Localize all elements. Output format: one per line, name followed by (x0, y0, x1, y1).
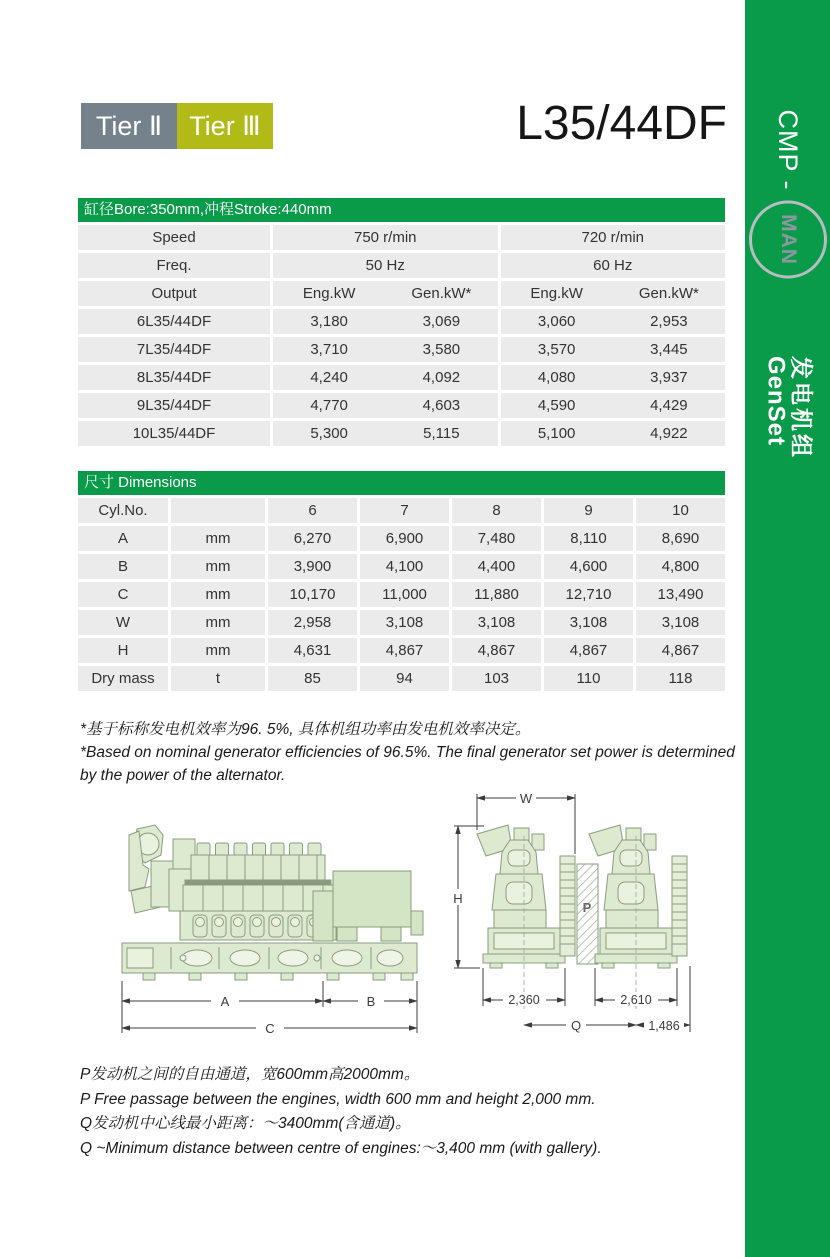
table-row (78, 393, 725, 418)
table-cell: 3,900 (268, 554, 357, 579)
table-cell: 5,300 (310, 425, 348, 442)
genset-label-zh: 发电机组 (787, 356, 814, 460)
table-cell: 3,108 (544, 610, 633, 635)
table-cell: Eng.kW (530, 285, 583, 302)
table-cell (501, 393, 726, 418)
table-cell: C (78, 582, 168, 607)
genset-group (762, 356, 813, 460)
table-row (78, 554, 725, 579)
table-cell: 11,880 (452, 582, 541, 607)
table-cell: 3,937 (650, 369, 688, 386)
table-cell: 8 (452, 498, 541, 523)
table-cell (273, 309, 498, 334)
passage-notes (80, 1063, 750, 1161)
generator-efficiency-footnote (80, 718, 736, 787)
man-logo-text: MAN (776, 214, 800, 265)
table-cell: B (78, 554, 168, 579)
dim-q-label: Q (570, 1018, 582, 1033)
table-cell: 720 r/min (501, 225, 726, 250)
table-cell: 11,000 (360, 582, 449, 607)
table-cell: 6 (268, 498, 357, 523)
table-cell: 10L35/44DF (78, 421, 270, 446)
table-cell: 5,115 (423, 425, 460, 442)
table-cell: 50 Hz (273, 253, 498, 278)
table-row (78, 610, 725, 635)
table-cell: 4,240 (310, 369, 348, 386)
output-table-header: 缸径Bore:350mm,冲程Stroke:440mm (78, 198, 725, 222)
table-cell: 3,570 (537, 341, 576, 358)
table-cell: 3,108 (636, 610, 725, 635)
table-cell: 3,060 (537, 313, 576, 330)
table-cell: 5,100 (537, 425, 576, 442)
table-cell: 118 (636, 666, 725, 691)
table-cell: 4,600 (544, 554, 633, 579)
table-cell: Gen.kW* (638, 285, 699, 302)
sidebar (745, 0, 830, 1257)
page-title: L35/44DF (516, 97, 727, 150)
output-table (78, 198, 725, 446)
table-row (78, 421, 725, 446)
brand-text: CMP - (773, 109, 803, 191)
table-cell: 6L35/44DF (78, 309, 270, 334)
table-cell: 4,429 (650, 397, 688, 414)
dim-w-label: W (519, 791, 533, 806)
table-cell: 4,867 (360, 638, 449, 663)
table-cell: 110 (544, 666, 633, 691)
table-cell: 7 (360, 498, 449, 523)
table-cell: Cyl.No. (78, 498, 168, 523)
note-p-en: P Free passage between the engines, width 600 mm and height 2,000 mm. (80, 1090, 596, 1108)
table-row (78, 365, 725, 390)
table-cell: 94 (360, 666, 449, 691)
table-cell: 3,180 (310, 313, 348, 330)
dim-2360-label: 2,360 (508, 993, 540, 1007)
table-cell (273, 365, 498, 390)
dimensions-table-header: 尺寸 Dimensions (78, 471, 725, 495)
dimensions-table (78, 471, 725, 691)
table-cell: 3,108 (452, 610, 541, 635)
table-cell: 4,100 (360, 554, 449, 579)
table-cell: 10 (636, 498, 725, 523)
table-cell: 10,170 (268, 582, 357, 607)
table-cell: Dry mass (78, 666, 168, 691)
brand-group (749, 109, 827, 278)
table-cell (501, 281, 726, 306)
dim-h-label: H (453, 891, 463, 906)
table-cell: 103 (452, 666, 541, 691)
output-table-body (78, 225, 725, 446)
table-cell: mm (171, 610, 265, 635)
table-cell: 4,590 (537, 397, 576, 414)
man-logo (749, 201, 827, 279)
table-cell: Gen.kW* (411, 285, 472, 302)
table-cell: 4,867 (452, 638, 541, 663)
table-cell: mm (171, 526, 265, 551)
table-cell: 4,631 (268, 638, 357, 663)
table-cell: 2,953 (650, 313, 688, 330)
table-cell (501, 365, 726, 390)
table-cell (273, 337, 498, 362)
table-cell: W (78, 610, 168, 635)
table-cell: Eng.kW (302, 285, 356, 302)
tier-badges (81, 103, 273, 149)
table-row (78, 638, 725, 663)
table-cell: mm (171, 554, 265, 579)
dim-c-label: C (265, 1021, 275, 1036)
table-cell: 4,400 (452, 554, 541, 579)
table-cell: Output (78, 281, 270, 306)
table-cell: 9L35/44DF (78, 393, 270, 418)
footnote-en: *Based on nominal generator efficiencies of 96.5%. The final generator set power is determined by the power of the alternator. (80, 744, 735, 784)
table-row (78, 582, 725, 607)
table-cell (273, 281, 498, 306)
passage-p-label: P (582, 900, 592, 915)
note-p-zh: P发动机之间的自由通道，宽600mm高2000mm。 (80, 1066, 420, 1083)
table-cell: 3,445 (650, 341, 688, 358)
table-cell: Speed (78, 225, 270, 250)
note-q-en: Q ~Minimum distance between centre of engines:～3,400 mm (with gallery). (80, 1139, 602, 1157)
footnote-zh: *基于标称发电机效率为96. 5%, 具体机组功率由发电机效率决定。 (80, 721, 531, 738)
table-cell: 2,958 (268, 610, 357, 635)
table-cell: 8L35/44DF (78, 365, 270, 390)
table-cell: t (171, 666, 265, 691)
table-cell: 3,069 (422, 313, 461, 330)
table-row (78, 253, 725, 278)
table-cell: 4,867 (636, 638, 725, 663)
table-row (78, 225, 725, 250)
dimensions-table-body (78, 498, 725, 691)
table-cell: 4,603 (422, 397, 461, 414)
table-cell: 4,770 (310, 397, 348, 414)
dim-a-label: A (220, 994, 230, 1009)
engine-side-view-drawing (85, 795, 450, 1050)
table-cell: 3,108 (360, 610, 449, 635)
table-cell: 3,710 (310, 341, 348, 358)
table-cell (171, 498, 265, 523)
table-cell: H (78, 638, 168, 663)
table-cell (273, 421, 498, 446)
table-cell: 8,110 (544, 526, 633, 551)
table-cell: 8,690 (636, 526, 725, 551)
table-row (78, 309, 725, 334)
table-cell: 7,480 (452, 526, 541, 551)
table-cell: 4,922 (650, 425, 688, 442)
table-row (78, 526, 725, 551)
dim-2610-label: 2,610 (620, 993, 652, 1007)
table-cell: 3,580 (422, 341, 461, 358)
table-cell: 9 (544, 498, 633, 523)
table-cell (501, 421, 726, 446)
tier-3-badge: Tier Ⅲ (177, 103, 273, 149)
note-q-zh: Q发动机中心线最小距离：～3400mm(含通道)。 (80, 1115, 411, 1132)
table-cell: 750 r/min (273, 225, 498, 250)
table-cell (501, 337, 726, 362)
table-cell: A (78, 526, 168, 551)
table-cell: 60 Hz (501, 253, 726, 278)
table-cell (273, 393, 498, 418)
table-row (78, 281, 725, 306)
table-cell: 7L35/44DF (78, 337, 270, 362)
dim-b-label: B (366, 994, 376, 1009)
table-cell: 4,867 (544, 638, 633, 663)
table-row (78, 666, 725, 691)
table-cell: mm (171, 582, 265, 607)
table-cell: 13,490 (636, 582, 725, 607)
table-row (78, 337, 725, 362)
table-cell (501, 309, 726, 334)
table-cell: 4,800 (636, 554, 725, 579)
table-cell: 6,900 (360, 526, 449, 551)
dim-1486-label: 1,486 (648, 1019, 680, 1033)
table-cell: 4,080 (537, 369, 576, 386)
table-cell: 6,270 (268, 526, 357, 551)
table-cell: mm (171, 638, 265, 663)
table-cell: 85 (268, 666, 357, 691)
table-cell: 12,710 (544, 582, 633, 607)
tier-2-badge: Tier Ⅱ (81, 103, 177, 149)
genset-label-en: GenSet (762, 356, 790, 447)
engine-front-view-drawing (450, 778, 745, 1050)
table-cell: Freq. (78, 253, 270, 278)
table-cell: 4,092 (422, 369, 461, 386)
table-row (78, 498, 725, 523)
